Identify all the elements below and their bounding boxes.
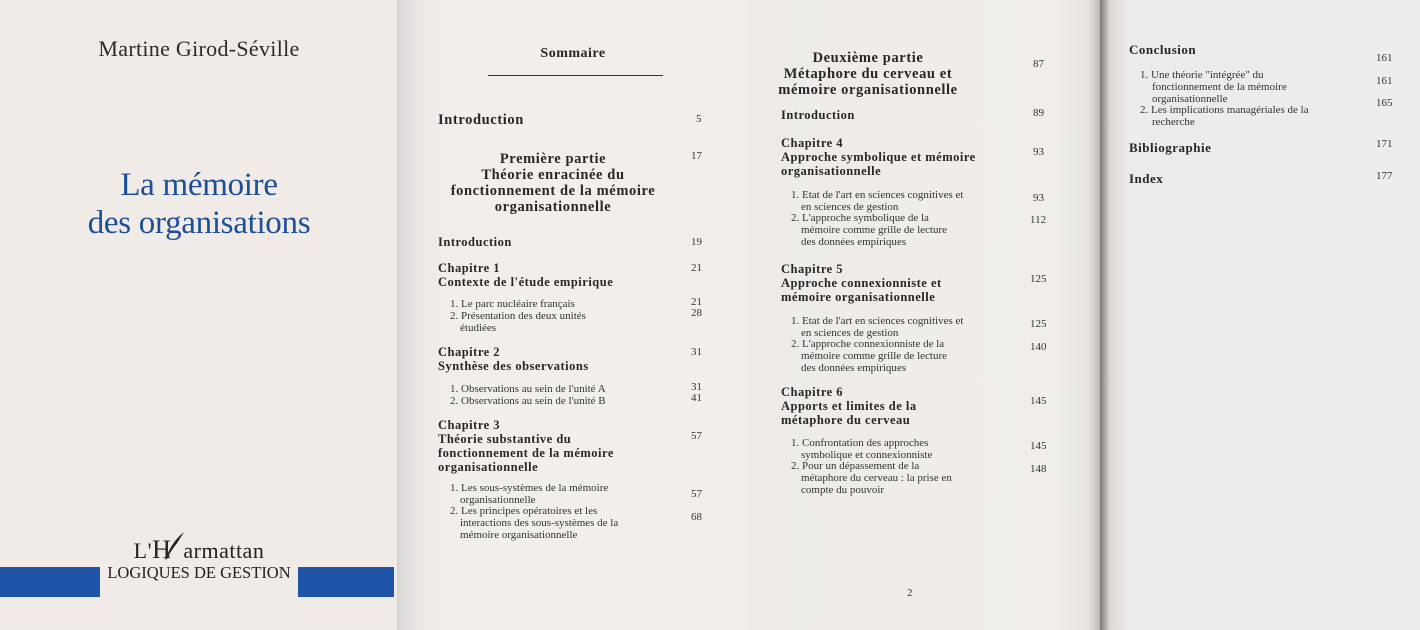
chapter-title: fonctionnement de la mémoire <box>438 446 614 460</box>
subentry-text: 1. Etat de l'art en sciences cognitives et <box>791 189 964 201</box>
toc-entry-conclusion[interactable]: Conclusion <box>1129 42 1197 57</box>
book-cover <box>0 0 398 630</box>
toc-subentry[interactable] <box>791 437 932 461</box>
toc-entry-introduction[interactable]: Introduction <box>438 112 524 128</box>
toc-subentry[interactable] <box>450 383 606 395</box>
chapter-title: Approche connexionniste et <box>781 276 942 290</box>
chapter-title: organisationnelle <box>438 460 539 474</box>
chapter-title: mémoire organisationnelle <box>781 290 936 304</box>
quill-icon <box>171 543 183 565</box>
toc-entry-chapter5[interactable] <box>781 262 942 304</box>
toc-page-number: 161 <box>1376 75 1393 87</box>
subentry-text: 2. Présentation des deux unités <box>450 310 586 322</box>
toc-entry-chapter3[interactable] <box>438 418 614 474</box>
toc-entry-chapter6[interactable] <box>781 385 917 427</box>
cover-band-right <box>298 567 394 597</box>
toc-page-number: 19 <box>691 236 702 248</box>
series-name: LOGIQUES DE GESTION <box>107 563 291 582</box>
toc-page-number: 145 <box>1030 395 1047 407</box>
cover-author: Martine Girod-Séville <box>98 36 300 61</box>
toc-page-number: 31 <box>691 381 702 393</box>
subentry-text: organisationnelle <box>1152 93 1228 105</box>
toc-page-number: 125 <box>1030 318 1047 330</box>
toc-subentry[interactable] <box>1140 104 1309 128</box>
subentry-text: 2. Les principes opératoires et les <box>450 505 598 517</box>
toc-page-number: 145 <box>1030 440 1047 452</box>
toc-page-number: 165 <box>1376 97 1393 109</box>
subentry-text: 1. Une théorie "intégrée" du <box>1140 69 1264 81</box>
toc-page-number: 112 <box>1030 214 1047 226</box>
toc-page-number: 148 <box>1030 463 1047 475</box>
toc-entry-bibliography[interactable]: Bibliographie <box>1129 140 1212 155</box>
toc-page-left <box>398 0 748 630</box>
toc-subentry[interactable] <box>1140 69 1287 105</box>
subentry-text: 2. Observations au sein de l'unité B <box>450 395 606 407</box>
part1-line4: organisationnelle <box>494 199 612 215</box>
toc-page-number: 125 <box>1030 273 1047 285</box>
toc-page-number: 17 <box>691 150 702 162</box>
toc-entry-index[interactable]: Index <box>1129 171 1164 186</box>
cover-title-line2: des organisations <box>87 205 311 241</box>
toc-page-right <box>748 0 1100 630</box>
subentry-text: 1. Observations au sein de l'unité A <box>450 383 606 395</box>
chapter-title: Apports et limites de la <box>781 399 917 413</box>
subentry-text: fonctionnement de la mémoire <box>1152 81 1287 93</box>
chapter-title: organisationnelle <box>781 164 882 178</box>
toc-page-number: 57 <box>691 488 702 500</box>
subentry-text: mémoire organisationnelle <box>460 529 578 541</box>
toc-entry-chapter4[interactable] <box>781 136 976 178</box>
toc-page-number: 161 <box>1376 52 1393 64</box>
subentry-text: 2. Pour un dépassement de la <box>791 460 920 472</box>
toc-page-number: 87 <box>1033 58 1044 70</box>
heading-rule <box>488 75 663 76</box>
cover-band-left <box>0 567 100 597</box>
part1-line2: Théorie enracinée du <box>481 167 625 183</box>
toc-page-number: 5 <box>696 113 702 125</box>
page-number: 2 <box>907 587 913 599</box>
subentry-text: interactions des sous-systèmes de la <box>460 517 619 529</box>
publisher-name <box>102 535 296 565</box>
chapter-title: Approche symbolique et mémoire <box>781 150 976 164</box>
toc-entry-part1-introduction[interactable]: Introduction <box>438 235 512 249</box>
toc-subentry[interactable] <box>450 310 586 334</box>
subentry-text: 2. L'approche connexionniste de la <box>791 338 945 350</box>
toc-entry-part2[interactable] <box>768 50 968 98</box>
toc-page-number: 31 <box>691 346 702 358</box>
toc-entry-chapter2[interactable] <box>438 345 589 373</box>
part1-line3: fonctionnement de la mémoire <box>450 183 656 199</box>
toc-page-number: 93 <box>1033 146 1044 158</box>
subentry-text: 2. L'approche symbolique de la <box>791 212 929 224</box>
cover-title <box>0 166 398 242</box>
part1-line1: Première partie <box>499 151 607 167</box>
publisher-rest: armattan <box>183 538 265 563</box>
subentry-text: des données empiriques <box>801 236 907 248</box>
subentry-text: compte du pouvoir <box>801 484 885 496</box>
toc-subentry[interactable] <box>450 395 606 407</box>
chapter-label: Chapitre 3 <box>438 418 501 432</box>
part2-line3: mémoire organisationnelle <box>778 82 958 98</box>
toc-page-number: 89 <box>1033 107 1044 119</box>
subentry-text: 1. Le parc nucléaire français <box>450 298 575 310</box>
chapter-title: Synthèse des observations <box>438 359 589 373</box>
toc-entry-part2-introduction[interactable]: Introduction <box>781 108 855 122</box>
chapter-title: Contexte de l'étude empirique <box>438 275 614 289</box>
cover-title-line1: La mémoire <box>120 167 278 203</box>
toc-page-number: 93 <box>1033 192 1044 204</box>
toc-subentry[interactable] <box>450 298 575 310</box>
toc-page-number: 57 <box>691 430 702 442</box>
toc-entry-part1[interactable] <box>408 151 698 215</box>
toc-subentry[interactable] <box>450 482 608 506</box>
subentry-text: recherche <box>1152 116 1195 128</box>
toc-subentry[interactable] <box>791 338 947 374</box>
toc-page-number: 140 <box>1030 341 1047 353</box>
publisher-prefix: L' <box>133 538 153 563</box>
toc-entry-chapter1[interactable] <box>438 261 613 289</box>
chapter-title: métaphore du cerveau <box>781 413 911 427</box>
toc-page-number: 177 <box>1376 170 1393 182</box>
subentry-text: 1. Les sous-systèmes de la mémoire <box>450 482 609 494</box>
subentry-text: en sciences de gestion <box>801 201 899 213</box>
toc-page-number: 28 <box>691 307 702 319</box>
publisher-initial: H <box>152 535 172 564</box>
subentry-text: symbolique et connexionniste <box>801 449 933 461</box>
subentry-text: métaphore du cerveau : la prise en <box>801 472 952 484</box>
subentry-text: 1. Confrontation des approches <box>791 437 929 449</box>
toc-subentry[interactable] <box>791 212 947 248</box>
subentry-text: mémoire comme grille de lecture <box>801 224 947 236</box>
chapter-title: Théorie substantive du <box>438 432 572 446</box>
toc-page-number: 21 <box>691 262 702 274</box>
subentry-text: en sciences de gestion <box>801 327 899 339</box>
chapter-label: Chapitre 6 <box>781 385 844 399</box>
subentry-text: des données empiriques <box>801 362 907 374</box>
toc-subentry[interactable] <box>791 315 963 339</box>
chapter-label: Chapitre 2 <box>438 345 501 359</box>
toc-page-number: 41 <box>691 392 702 404</box>
subentry-text: mémoire comme grille de lecture <box>801 350 947 362</box>
chapter-label: Chapitre 5 <box>781 262 844 276</box>
toc-subentry[interactable] <box>791 460 952 496</box>
subentry-text: 1. Etat de l'art en sciences cognitives et <box>791 315 964 327</box>
chapter-label: Chapitre 1 <box>438 261 501 275</box>
subentry-text: 2. Les implications managériales de la <box>1140 104 1309 116</box>
toc-page-number: 171 <box>1376 138 1393 150</box>
toc-page-number: 21 <box>691 296 702 308</box>
publisher-logo <box>102 535 296 583</box>
subentry-text: organisationnelle <box>460 494 536 506</box>
toc-subentry[interactable] <box>791 189 963 213</box>
part2-line2: Métaphore du cerveau et <box>783 66 953 82</box>
part2-line1: Deuxième partie <box>812 50 924 66</box>
toc-page-number: 68 <box>691 511 702 523</box>
toc-heading: Sommaire <box>540 46 606 61</box>
chapter-label: Chapitre 4 <box>781 136 844 150</box>
toc-subentry[interactable] <box>450 505 618 541</box>
toc-page-end <box>1100 0 1420 630</box>
subentry-text: étudiées <box>460 322 497 334</box>
